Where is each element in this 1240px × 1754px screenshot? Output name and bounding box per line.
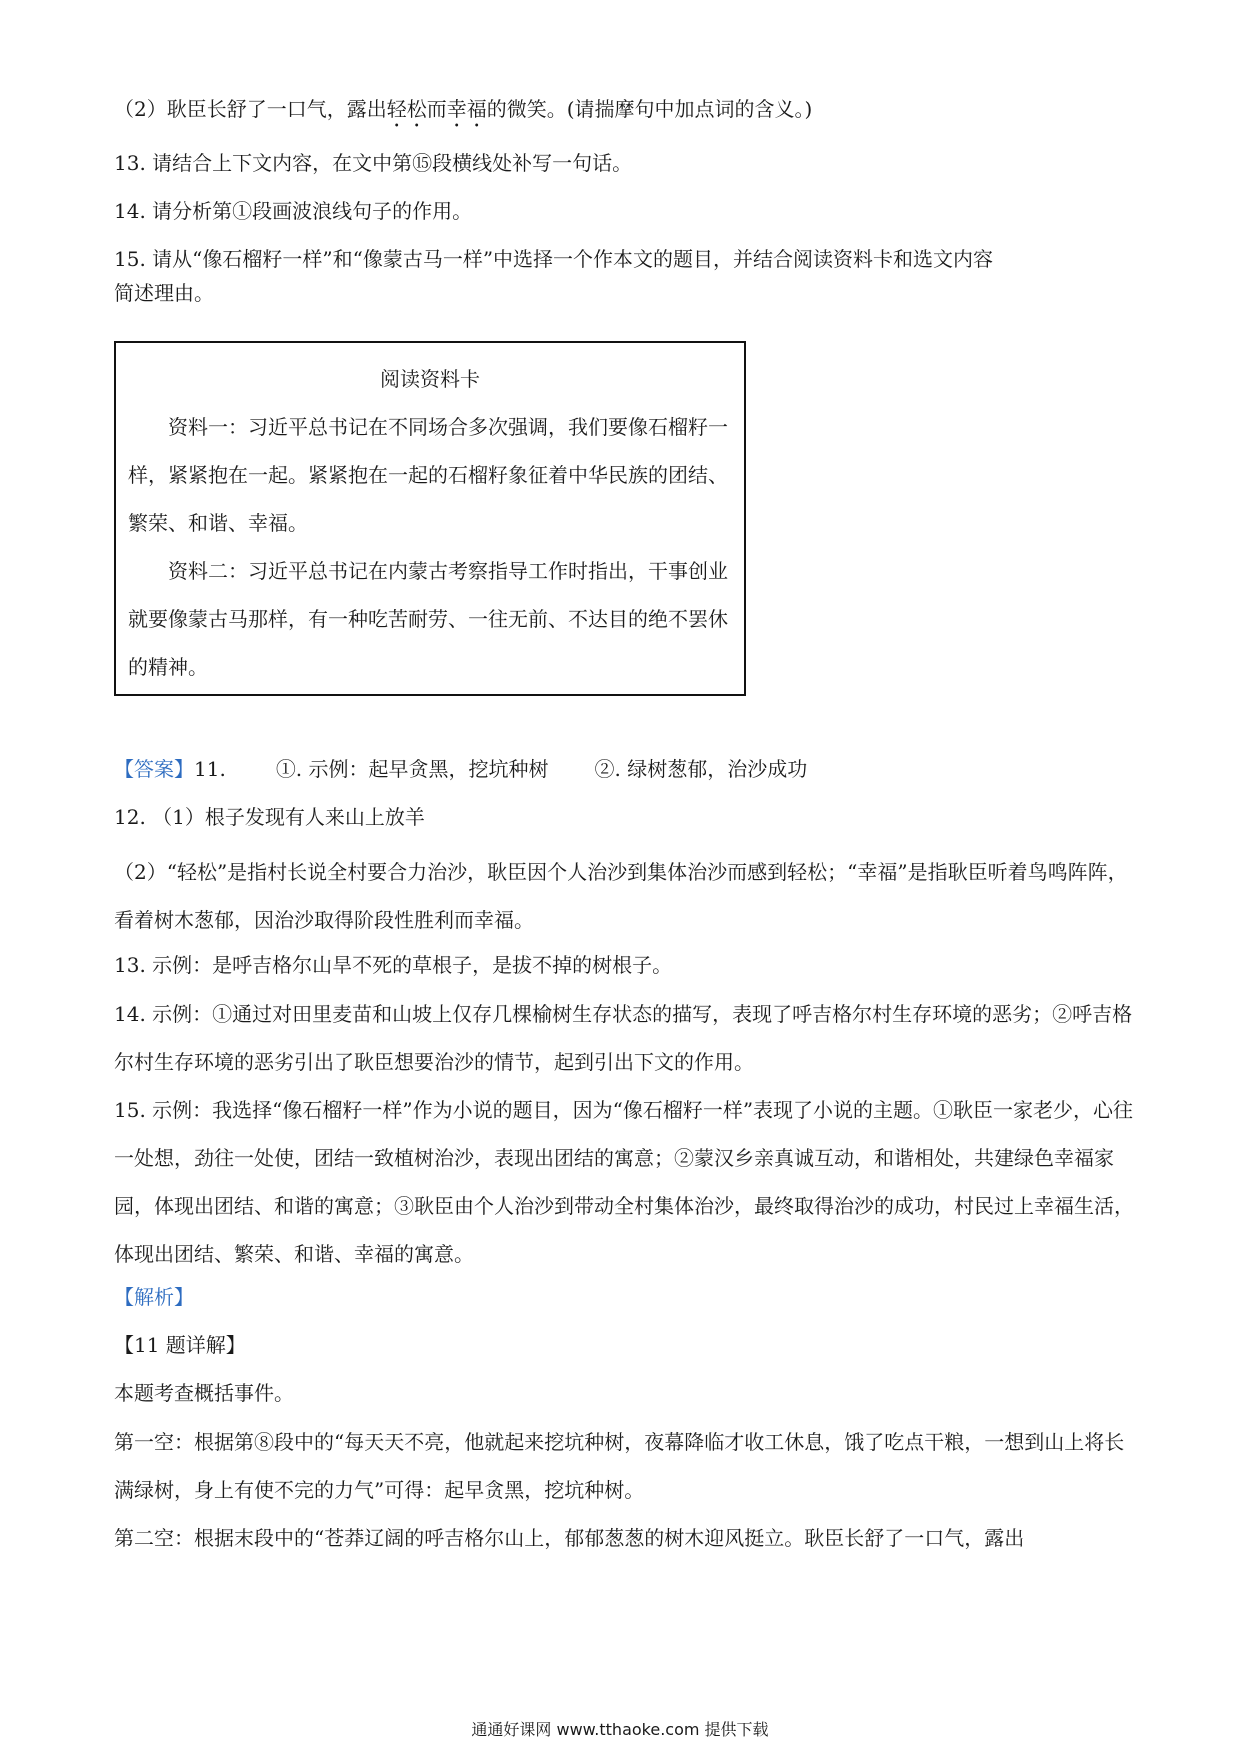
question-12-2: （2）耿臣长舒了一口气，露出轻松而幸福的微笑。(请揣摩句中加点词的含义。): [114, 97, 813, 121]
q11-detail-heading: 【11 题详解】: [114, 1333, 246, 1357]
answer-13: 13. 示例：是呼吉格尔山旱不死的草根子，是拔不掉的树根子。: [114, 953, 673, 977]
question-block: [114, 92, 1134, 320]
material-one: 资料一：习近平总书记在不同场合多次强调，我们要像石榴籽一样，紧紧抱在一起。紧紧抱在一起的石榴籽象征着中华民族的团结、繁荣、和谐、幸福。: [128, 415, 728, 535]
analysis-intro: 本题考查概括事件。: [114, 1381, 294, 1405]
analysis-label: 【解析】: [114, 1285, 194, 1309]
page-footer: 通通好课网 www.tthaoke.com 提供下载: [471, 1720, 769, 1739]
answer-15: 15. 示例：我选择“像石榴籽一样”作为小说的题目，因为“像石榴籽一样”表现了小说的主题。①耿臣一家老少，心往一处想，劲往一处使，团结一致植树治沙，表现出团结的寓意；②蒙汉乡亲真诚互动，和谐相处，共建绿色幸福家园，体现出团结、和谐的寓意；③耿臣由个人治沙到带动全村集体治沙，最终取得治沙的成功，村民过上幸福生活，体现出团结、繁荣、和谐、幸福的寓意。: [114, 1098, 1134, 1266]
dotted-word-relaxed: 轻松: [386, 97, 427, 121]
answer-12-2: （2）“轻松”是指村长说全村要合力治沙，耿臣因个人治沙到集体治沙而感到轻松；“幸福”是指耿臣听着鸟鸣阵阵，看着树木葱郁，因治沙取得阶段性胜利而幸福。: [114, 860, 1128, 932]
answer-block: [114, 752, 1134, 1562]
material-two: 资料二：习近平总书记在内蒙古考察指导工作时指出，干事创业就要像蒙古马那样，有一种吃苦耐劳、一往无前、不达目的绝不罢休的精神。: [128, 559, 728, 679]
answer-11: 【答案】11. ①. 示例：起早贪黑，挖坑种树 ②. 绿树葱郁，治沙成功: [114, 757, 808, 781]
answer-12-1: 12. （1）根子发现有人来山上放羊: [114, 805, 425, 829]
dotted-word-happy: 幸福: [446, 97, 487, 121]
analysis-blank-1: 第一空：根据第⑧段中的“每天天不亮，他就起来挖坑种树，夜幕降临才收工休息，饿了吃点干粮，一想到山上将长满绿树，身上有使不完的力气”可得：起早贪黑，挖坑种树。: [114, 1430, 1125, 1502]
question-14: 14. 请分析第①段画波浪线句子的作用。: [114, 199, 473, 223]
answer-label: 【答案】: [114, 757, 194, 781]
card-title: 阅读资料卡: [380, 367, 480, 391]
question-15: 15. 请从“像石榴籽一样”和“像蒙古马一样”中选择一个作本文的题目，并结合阅读资料卡和选文内容 简述理由。: [114, 247, 994, 305]
answer-14: 14. 示例：①通过对田里麦苗和山坡上仅存几棵榆树生存状态的描写，表现了呼吉格尔村生存环境的恶劣；②呼吉格尔村生存环境的恶劣引出了耿臣想要治沙的情节，起到引出下文的作用。: [114, 1002, 1133, 1074]
reading-material-card: [114, 341, 746, 696]
question-13: 13. 请结合上下文内容，在文中第⑮段横线处补写一句话。: [114, 151, 633, 175]
analysis-blank-2: 第二空：根据末段中的“苍莽辽阔的呼吉格尔山上，郁郁葱葱的树木迎风挺立。耿臣长舒了一口气，露出: [114, 1526, 1025, 1550]
